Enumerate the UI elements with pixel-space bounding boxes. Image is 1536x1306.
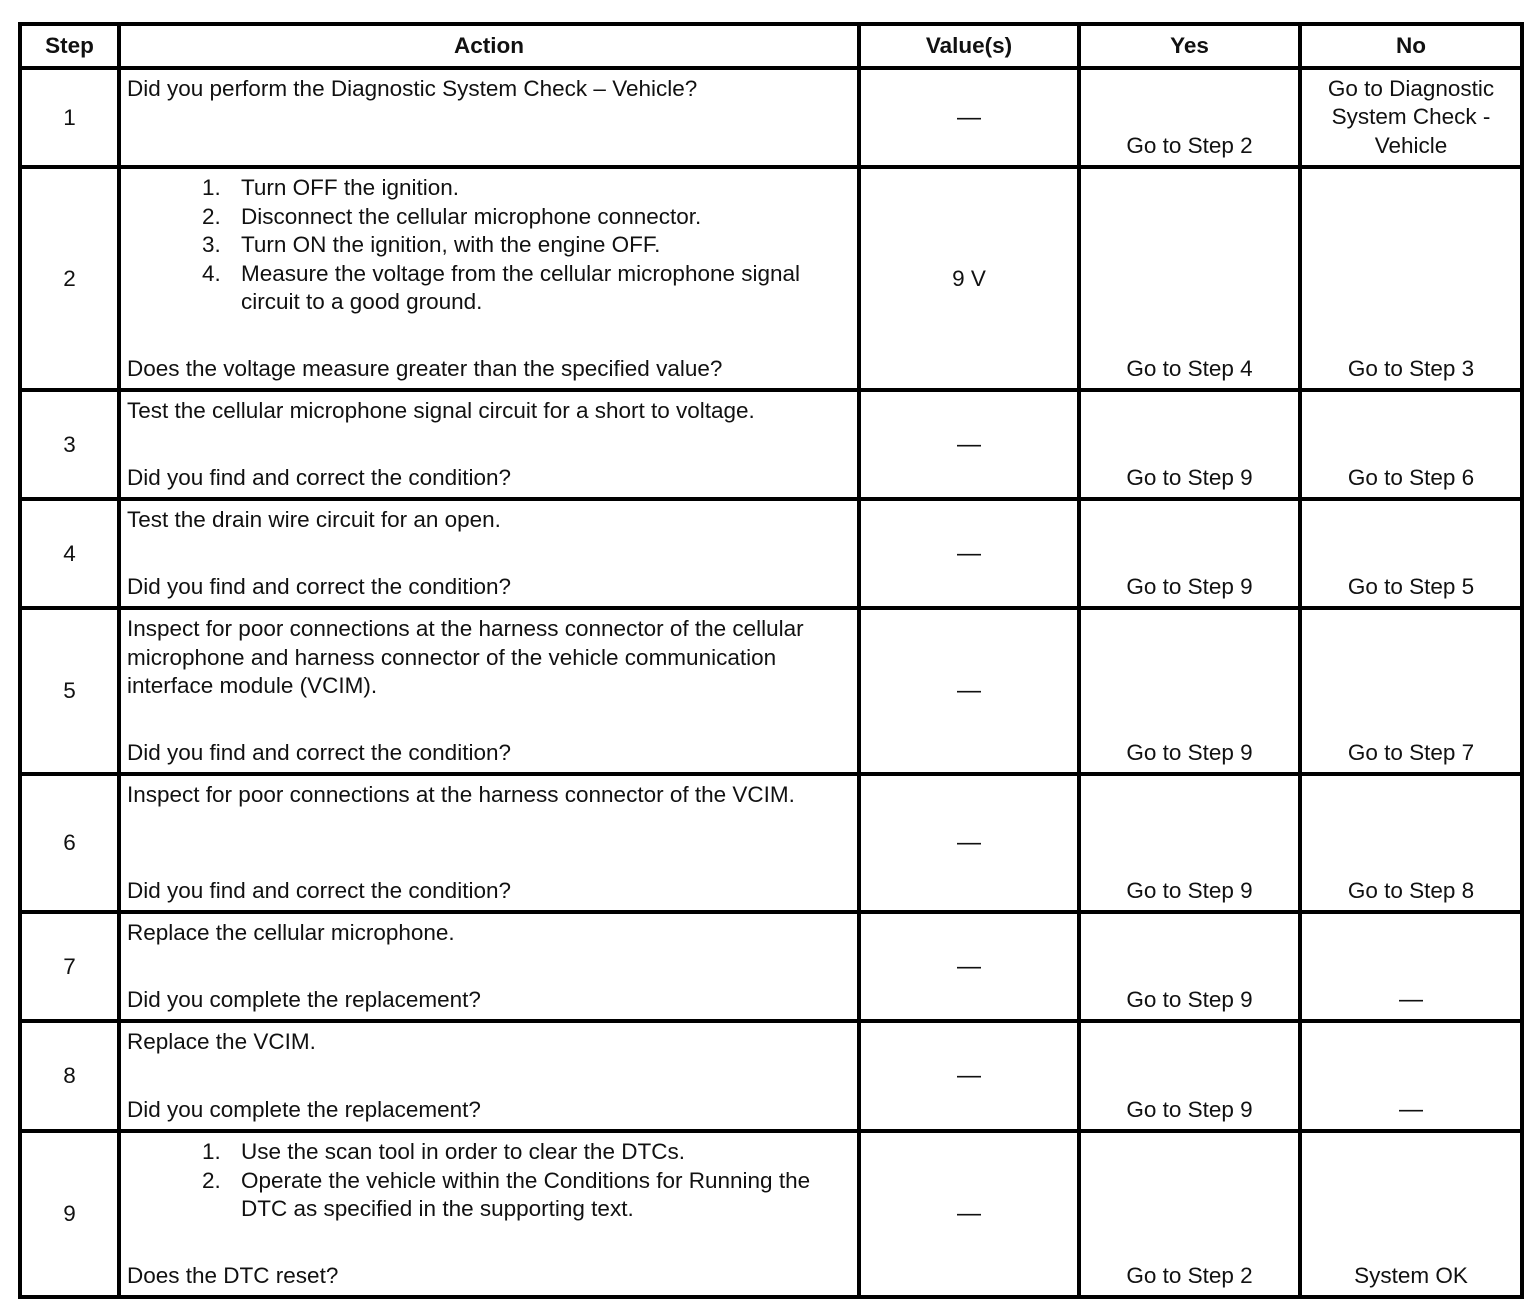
value-cell: — (859, 774, 1079, 912)
yes-cell: Go to Step 9 (1079, 774, 1300, 912)
header-step: Step (20, 24, 119, 68)
table-row (20, 390, 1522, 499)
diagnostic-table (18, 22, 1524, 1299)
table-row (20, 608, 1522, 774)
list-item: 4. Measure the voltage from the cellular microphone signal circuit to a good ground. (227, 260, 849, 317)
value-cell: — (859, 390, 1079, 499)
action-text: Replace the cellular microphone. (127, 920, 455, 945)
action-text: Test the drain wire circuit for an open. (127, 507, 501, 532)
question-text: Did you find and correct the condition? (127, 464, 511, 490)
step-number: 9 (20, 1131, 119, 1297)
yes-cell: Go to Step 9 (1079, 912, 1300, 1021)
action-text: Inspect for poor connections at the harness connector of the VCIM. (127, 782, 795, 807)
question-text: Did you find and correct the condition? (127, 739, 511, 765)
value-cell: — (859, 608, 1079, 774)
question-text: Did you complete the replacement? (127, 1096, 481, 1122)
step-number: 7 (20, 912, 119, 1021)
list-item: 1. Turn OFF the ignition. (227, 174, 849, 203)
yes-cell: Go to Step 9 (1079, 608, 1300, 774)
action-cell (119, 68, 859, 167)
no-cell: Go to Step 6 (1300, 390, 1522, 499)
value-cell: 9 V (859, 167, 1079, 390)
question-text: Did you find and correct the condition? (127, 573, 511, 599)
question-text: Does the DTC reset? (127, 1262, 339, 1288)
step-number: 5 (20, 608, 119, 774)
list-item: 1. Use the scan tool in order to clear the DTCs. (227, 1138, 849, 1167)
value-cell: — (859, 1131, 1079, 1297)
question-text: Did you find and correct the condition? (127, 877, 511, 903)
step-number: 6 (20, 774, 119, 912)
list-item: 3. Turn ON the ignition, with the engine OFF. (227, 231, 849, 260)
action-cell (119, 1131, 859, 1297)
header-values: Value(s) (859, 24, 1079, 68)
no-cell: — (1300, 1021, 1522, 1131)
header-yes: Yes (1079, 24, 1300, 68)
no-cell: Go to Step 5 (1300, 499, 1522, 608)
step-number: 4 (20, 499, 119, 608)
table-row (20, 167, 1522, 390)
yes-cell: Go to Step 9 (1079, 390, 1300, 499)
list-item: 2. Disconnect the cellular microphone connector. (227, 203, 849, 232)
no-cell: — (1300, 912, 1522, 1021)
action-cell (119, 167, 859, 390)
yes-cell: Go to Step 4 (1079, 167, 1300, 390)
question-text: Did you complete the replacement? (127, 986, 481, 1012)
no-cell: Go to Step 8 (1300, 774, 1522, 912)
action-cell (119, 608, 859, 774)
value-cell: — (859, 1021, 1079, 1131)
yes-cell: Go to Step 9 (1079, 1021, 1300, 1131)
action-cell (119, 912, 859, 1021)
value-cell: — (859, 499, 1079, 608)
header-action: Action (119, 24, 859, 68)
table-row (20, 1131, 1522, 1297)
yes-cell: Go to Step 9 (1079, 499, 1300, 608)
step-number: 8 (20, 1021, 119, 1131)
no-cell: Go to Diagnostic System Check - Vehicle (1300, 68, 1522, 167)
table-row (20, 1021, 1522, 1131)
action-cell (119, 390, 859, 499)
no-cell: System OK (1300, 1131, 1522, 1297)
procedure-list (127, 1138, 849, 1224)
header-no: No (1300, 24, 1522, 68)
question-text: Does the voltage measure greater than the specified value? (127, 355, 723, 381)
list-item: 2. Operate the vehicle within the Conditions for Running the DTC as specified in the supporting text. (227, 1167, 849, 1224)
yes-cell: Go to Step 2 (1079, 1131, 1300, 1297)
table-row (20, 68, 1522, 167)
yes-cell: Go to Step 2 (1079, 68, 1300, 167)
table-row (20, 774, 1522, 912)
action-cell (119, 1021, 859, 1131)
action-text: Test the cellular microphone signal circuit for a short to voltage. (127, 398, 755, 423)
header-row (20, 24, 1522, 68)
step-number: 3 (20, 390, 119, 499)
value-cell: — (859, 912, 1079, 1021)
no-cell: Go to Step 3 (1300, 167, 1522, 390)
step-number: 1 (20, 68, 119, 167)
procedure-list (127, 174, 849, 317)
table-row (20, 499, 1522, 608)
action-cell (119, 774, 859, 912)
value-cell: — (859, 68, 1079, 167)
action-cell (119, 499, 859, 608)
action-text: Did you perform the Diagnostic System Check – Vehicle? (127, 76, 698, 101)
no-cell: Go to Step 7 (1300, 608, 1522, 774)
table-row (20, 912, 1522, 1021)
action-text: Inspect for poor connections at the harness connector of the cellular microphone and harness connector of the vehicle communication interface module (VCIM). (127, 616, 804, 698)
step-number: 2 (20, 167, 119, 390)
action-text: Replace the VCIM. (127, 1029, 316, 1054)
